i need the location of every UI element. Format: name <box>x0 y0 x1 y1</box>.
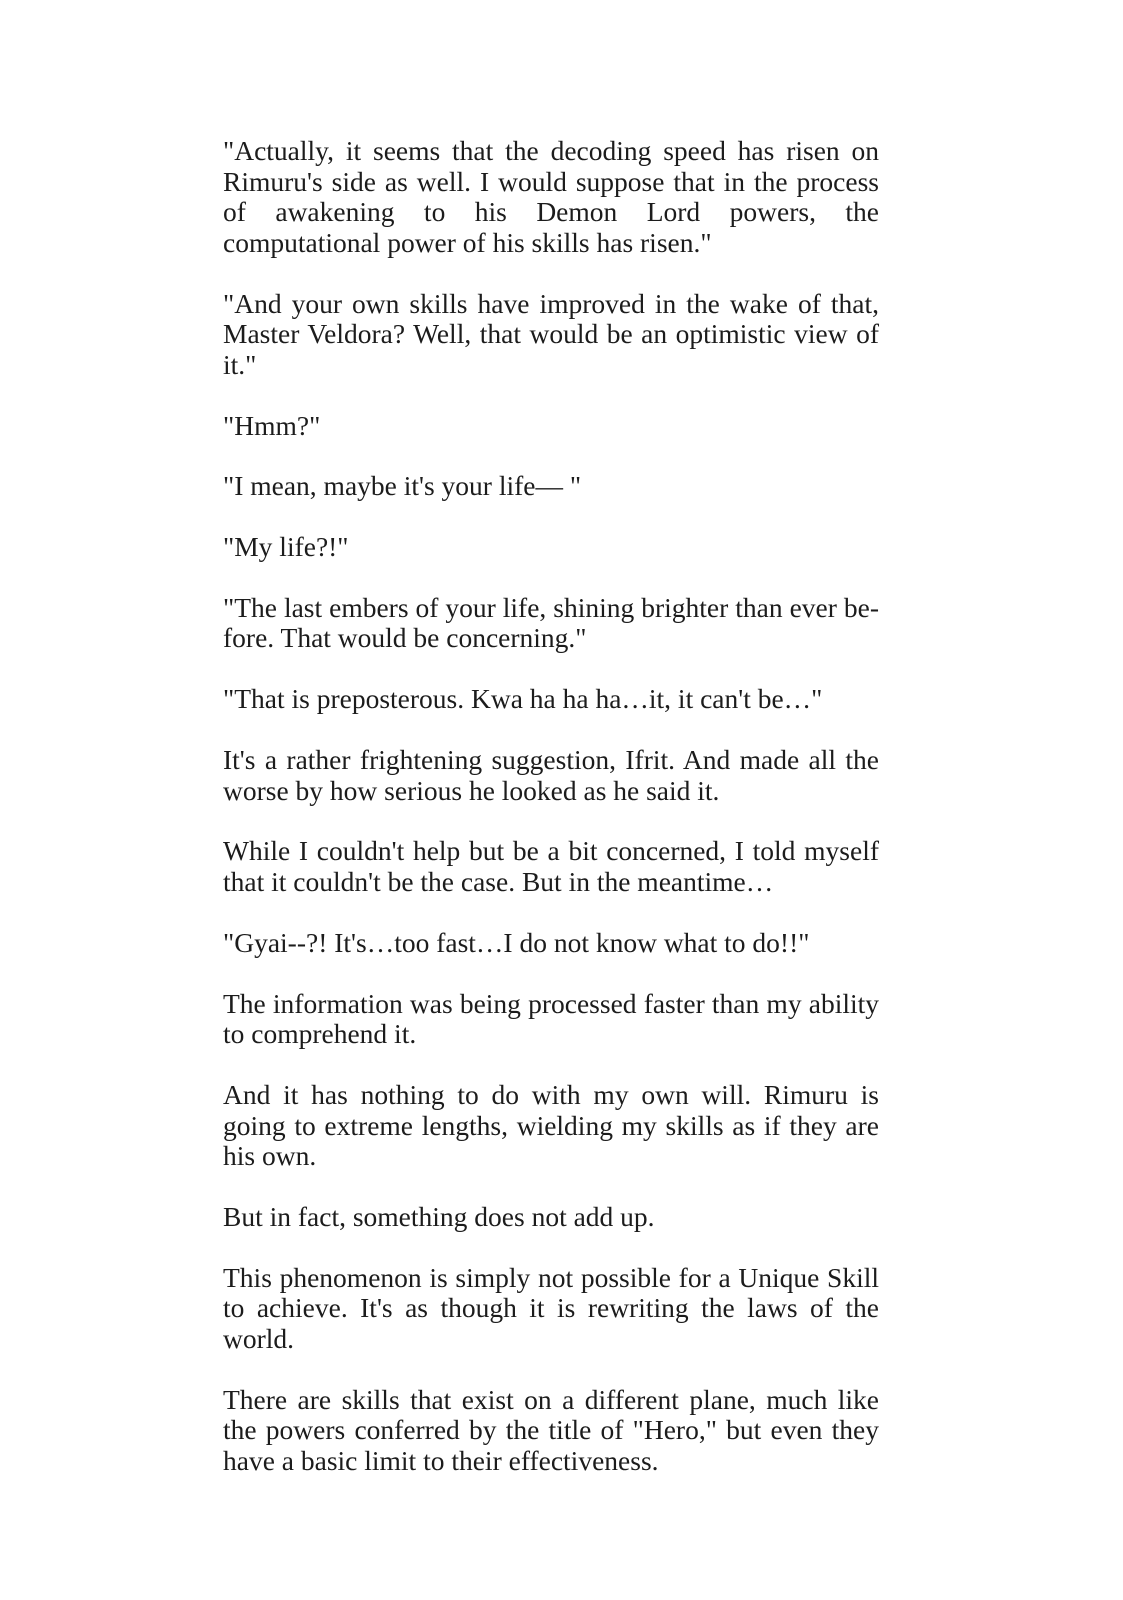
paragraph: This phenomenon is simply not possible for a Unique Skill to achieve. It's as though it is rewriting the laws of the world. <box>223 1261 879 1354</box>
paragraph: "My life?!" <box>223 531 349 563</box>
paragraph: It's a rather frightening suggestion, Ifrit. And made all the worse by how serious he looked as he said it. <box>223 744 879 806</box>
paragraph: "Hmm?" <box>223 409 321 441</box>
paragraph: There are skills that exist on a different plane, much like the powers conferred by the title of "Hero," but even they have a basic limit to their effectiveness. <box>223 1383 879 1476</box>
text-column <box>223 136 879 1507</box>
paragraph: "And your own skills have improved in the wake of that, Master Veldora? Well, that would be an optimistic view of it." <box>223 287 879 380</box>
paragraph: "That is preposterous. Kwa ha ha ha…it, it can't be…" <box>223 683 823 715</box>
paragraph: "Actually, it seems that the decoding speed has risen on Rimuru's side as well. I would suppose that in the process of awakening to his Demon Lord powers, the computational power of his skills has risen." <box>223 135 879 258</box>
paragraph: But in fact, something does not add up. <box>223 1200 655 1232</box>
paragraph: "I mean, maybe it's your life— " <box>223 470 582 502</box>
paragraph: The information was being processed faster than my ability to comprehend it. <box>223 987 879 1050</box>
paragraph: "Gyai--?! It's…too fast…I do not know what to do!!" <box>223 926 810 958</box>
paragraph: And it has nothing to do with my own will. Rimuru is going to extreme lengths, wielding my skills as if they are his own. <box>223 1078 879 1172</box>
paragraph: "The last embers of your life, shining brighter than ever before. That would be concerning." <box>223 591 879 654</box>
paragraph: While I couldn't help but be a bit concerned, I told myself that it couldn't be the case. But in the meantime… <box>223 835 879 897</box>
